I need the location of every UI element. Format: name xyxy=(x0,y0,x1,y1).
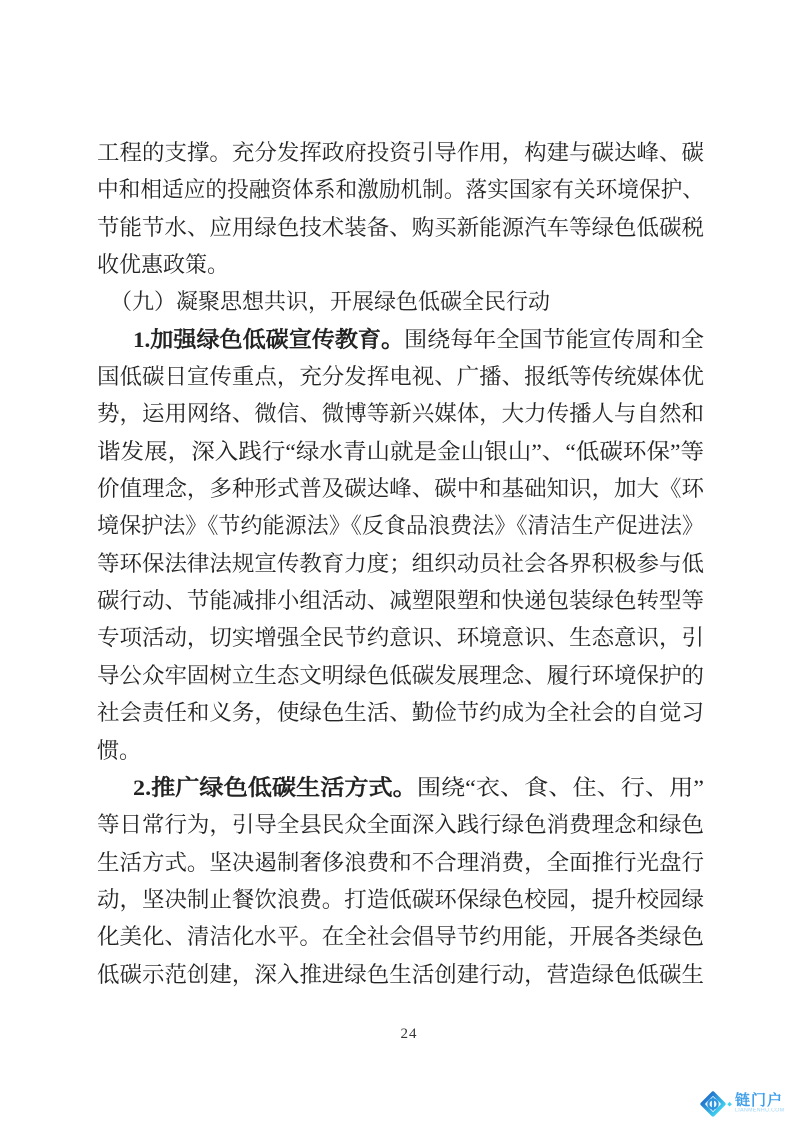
text-line: 社会责任和义务，使绿色生活、勤俭节约成为全社会的自觉习 xyxy=(97,700,704,726)
text-line: 惯。 xyxy=(97,737,142,763)
text-line: 节能节水、应用绿色技术装备、购买新能源汽车等绿色低碳税 xyxy=(97,214,704,240)
text-line: 低碳示范创建，深入推进绿色生活创建行动，营造绿色低碳生 xyxy=(97,961,704,987)
text-line: 等环保法律法规宣传教育力度；组织动员社会各界积极参与低 xyxy=(97,550,704,576)
text-line: 收优惠政策。 xyxy=(97,252,230,278)
brand-name: 链门户 xyxy=(735,1091,784,1109)
text-line: 国低碳日宣传重点，充分发挥电视、广播、报纸等传统媒体优 xyxy=(97,364,704,390)
document-body xyxy=(97,134,704,993)
text-line: 生活方式。坚决遏制奢侈浪费和不合理消费，全面推行光盘行 xyxy=(97,849,704,875)
text-line: 势，运用网络、微信、微博等新兴媒体，大力传播人与自然和 xyxy=(97,401,704,427)
text-line: 谐发展，深入践行“绿水青山就是金山银山”、“低碳环保”等 xyxy=(97,438,704,464)
text-line: 1.加强绿色低碳宣传教育。围绕每年全国节能宣传周和全 xyxy=(133,326,704,352)
text-line: 2.推广绿色低碳生活方式。围绕“衣、食、住、行、用” xyxy=(133,774,704,800)
text-line: 境保护法》《节约能源法》《反食品浪费法》《清洁生产促进法》 xyxy=(97,513,704,539)
text-line: 中和相适应的投融资体系和激励机制。落实国家有关环境保护、 xyxy=(97,177,704,203)
text-line: 工程的支撑。充分发挥政府投资引导作用，构建与碳达峰、碳 xyxy=(97,140,704,165)
text-line: 碳行动、节能减排小组活动、减塑限塑和快递包装绿色转型等 xyxy=(97,588,704,614)
text-line: 价值理念，多种形式普及碳达峰、碳中和基础知识，加大《环 xyxy=(97,476,704,502)
page-number: 24 xyxy=(400,1026,418,1042)
para-numbered xyxy=(97,769,704,993)
lianmenhu-logo-icon xyxy=(697,1087,733,1121)
site-watermark xyxy=(697,1085,792,1122)
text-line: 化美化、清洁化水平。在全社会倡导节约用能，开展各类绿色 xyxy=(97,924,704,950)
section-heading xyxy=(97,283,704,320)
text-line: 动，坚决制止餐饮浪费。打造低碳环保绿色校园，提升校园绿 xyxy=(97,886,704,912)
para-continuation xyxy=(97,134,704,283)
text-line: 等日常行为，引导全县民众全面深入践行绿色消费理念和绿色 xyxy=(97,812,704,838)
watermark-text xyxy=(735,1093,791,1115)
section-heading-line: （九）凝聚思想共识，开展绿色低碳全民行动 xyxy=(110,289,551,315)
text-line: 专项活动，切实增强全民节约意识、环境意识、生态意识，引 xyxy=(97,625,704,651)
text-line: 导公众牢固树立生态文明绿色低碳发展理念、履行环境保护的 xyxy=(97,662,704,688)
paragraph-lead: 1.加强绿色低碳宣传教育。 xyxy=(133,326,405,352)
brand-domain: LIANMENHU.COM xyxy=(735,1107,785,1113)
para-numbered xyxy=(97,321,704,769)
paragraph-lead: 2.推广绿色低碳生活方式。 xyxy=(133,774,417,800)
